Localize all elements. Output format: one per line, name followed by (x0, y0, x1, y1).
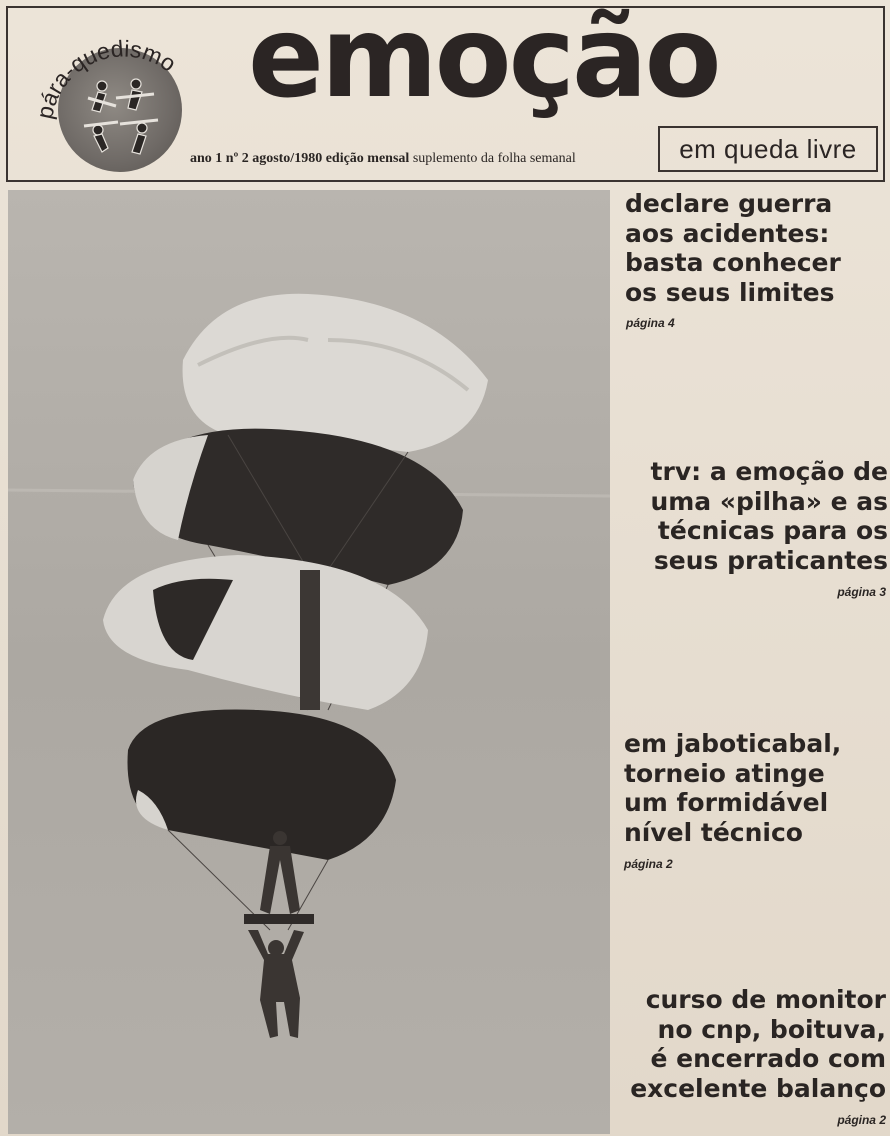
story-4-line-3: é encerrado com (650, 1044, 886, 1073)
issue-info (190, 151, 576, 167)
story-1-line-1: declare guerra (625, 189, 833, 218)
story-1-page-ref[interactable]: página 4 (626, 316, 675, 330)
tagline: em queda livre (679, 133, 857, 164)
story-1-line-4: os seus limites (625, 277, 835, 307)
issue-number: ano 1 nº 2 agosto/1980 (190, 151, 323, 166)
story-4-line-2: no cnp, boituva, (657, 1014, 886, 1044)
story-2-line-1: trv: a emoção de (650, 457, 888, 486)
story-1-line-3: basta conhecer (625, 248, 841, 277)
issue-supplement: suplemento da folha semanal (412, 151, 576, 166)
newspaper-title: emoção (248, 0, 719, 123)
story-3-headline[interactable] (624, 729, 841, 847)
svg-text:pára-quedismo (31, 35, 181, 121)
story-3-line-1: em jaboticabal, (624, 729, 842, 758)
story-4-page-ref[interactable]: página 2 (837, 1113, 886, 1127)
story-2-headline[interactable] (628, 457, 888, 575)
cover-photo-canopy-stack (8, 190, 610, 1134)
story-3-line-4: nível técnico (624, 817, 803, 847)
issue-frequency: edição mensal (325, 151, 410, 166)
story-3-line-2: torneio atinge (624, 758, 825, 788)
story-4-line-1: curso de monitor (645, 985, 886, 1014)
arc-text: pára-quedismo (31, 35, 181, 122)
story-2-line-4: seus praticantes (653, 545, 888, 575)
story-2-line-3: técnicas para os (657, 516, 888, 545)
story-3-page-ref[interactable]: página 2 (624, 857, 673, 871)
story-4-line-4: excelente balanço (630, 1073, 886, 1103)
story-2-page-ref[interactable]: página 3 (837, 585, 886, 599)
story-2-line-2: uma «pilha» e as (650, 486, 888, 516)
para-quedismo-arc-label (22, 10, 222, 130)
story-3-line-3: um formidável (624, 788, 829, 817)
masthead (6, 0, 885, 182)
story-1-line-2: aos acidentes: (625, 218, 830, 248)
story-1-headline[interactable] (625, 189, 841, 307)
tagline-box (658, 126, 878, 172)
canopy-stack-illustration (8, 190, 610, 1134)
story-4-headline[interactable] (616, 985, 886, 1103)
